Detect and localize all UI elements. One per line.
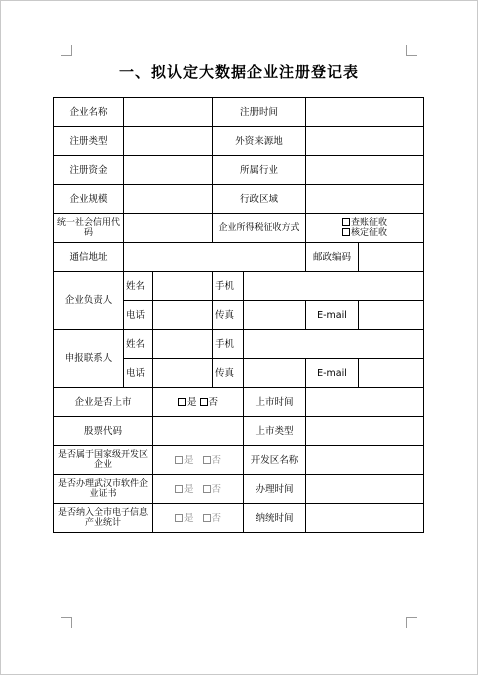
stats-options	[153, 504, 244, 533]
row-software-cert	[54, 475, 424, 504]
checkbox-icon[interactable]	[200, 398, 208, 406]
checkbox-icon[interactable]	[203, 514, 211, 522]
label-foreign-source: 外资来源地	[213, 127, 306, 156]
row-register-type	[54, 127, 424, 156]
label-dev-zone-name: 开发区名称	[244, 446, 306, 475]
listed-options	[153, 388, 244, 417]
dev-zone-options	[153, 446, 244, 475]
stats-option-no[interactable]: 否	[203, 513, 222, 524]
row-company-name	[54, 98, 424, 127]
row-stock-code	[54, 417, 424, 446]
field-legal-mobile[interactable]	[244, 272, 424, 301]
field-address[interactable]	[124, 243, 306, 272]
field-credit-code[interactable]	[124, 214, 213, 243]
field-foreign-source[interactable]	[306, 127, 424, 156]
label-name: 姓名	[124, 330, 153, 359]
label-register-time: 注册时间	[213, 98, 306, 127]
label-stock-code: 股票代码	[54, 417, 153, 446]
field-listed-time[interactable]	[306, 388, 424, 417]
label-software-cert: 是否办理武汉市软件企业证书	[54, 475, 153, 504]
field-legal-email[interactable]	[359, 301, 424, 330]
tax-method-options	[306, 214, 424, 243]
software-cert-options	[153, 475, 244, 504]
checkbox-icon[interactable]	[342, 218, 350, 226]
field-admin-region[interactable]	[306, 185, 424, 214]
label-legal-person: 企业负责人	[54, 272, 124, 330]
row-listed	[54, 388, 424, 417]
row-stats	[54, 504, 424, 533]
row-register-capital	[54, 156, 424, 185]
field-register-time[interactable]	[306, 98, 424, 127]
field-reporter-fax[interactable]	[244, 359, 306, 388]
row-credit-code	[54, 214, 424, 243]
field-industry[interactable]	[306, 156, 424, 185]
field-legal-phone[interactable]	[153, 301, 213, 330]
row-company-scale	[54, 185, 424, 214]
label-mobile: 手机	[213, 330, 244, 359]
tax-option-assessed[interactable]: 核定征收	[308, 228, 421, 238]
crop-mark-bottom-right	[406, 617, 417, 628]
field-reporter-email[interactable]	[359, 359, 424, 388]
listed-option-no[interactable]: 否	[200, 397, 219, 408]
checkbox-icon[interactable]	[203, 456, 211, 464]
label-email: E-mail	[306, 301, 359, 330]
label-stats: 是否纳入全市电子信息产业统计	[54, 504, 153, 533]
label-company-scale: 企业规模	[54, 185, 124, 214]
dev-zone-option-no[interactable]: 否	[203, 455, 222, 466]
checkbox-icon[interactable]	[178, 398, 186, 406]
label-company-name: 企业名称	[54, 98, 124, 127]
checkbox-icon[interactable]	[342, 228, 350, 236]
label-tax-method: 企业所得税征收方式	[213, 214, 306, 243]
page-title: 一、拟认定大数据企业注册登记表	[118, 63, 359, 81]
field-register-type[interactable]	[124, 127, 213, 156]
dev-zone-option-yes[interactable]: 是	[175, 455, 194, 466]
listed-option-yes[interactable]: 是	[178, 397, 197, 408]
checkbox-icon[interactable]	[175, 514, 183, 522]
software-cert-option-yes[interactable]: 是	[175, 484, 194, 495]
row-dev-zone	[54, 446, 424, 475]
label-postcode: 邮政编码	[306, 243, 359, 272]
label-mobile: 手机	[213, 272, 244, 301]
field-listed-type[interactable]	[306, 417, 424, 446]
stats-option-yes[interactable]: 是	[175, 513, 194, 524]
row-legal-person-1	[54, 272, 424, 301]
label-fax: 传真	[213, 359, 244, 388]
label-dev-zone: 是否属于国家级开发区企业	[54, 446, 153, 475]
label-register-capital: 注册资金	[54, 156, 124, 185]
label-stats-time: 纳统时间	[244, 504, 306, 533]
field-reporter-phone[interactable]	[153, 359, 213, 388]
row-reporter-1	[54, 330, 424, 359]
field-cert-time[interactable]	[306, 475, 424, 504]
label-listed-time: 上市时间	[244, 388, 306, 417]
field-company-scale[interactable]	[124, 185, 213, 214]
field-stats-time[interactable]	[306, 504, 424, 533]
checkbox-icon[interactable]	[175, 485, 183, 493]
field-dev-zone-name[interactable]	[306, 446, 424, 475]
field-reporter-mobile[interactable]	[244, 330, 424, 359]
field-register-capital[interactable]	[124, 156, 213, 185]
label-register-type: 注册类型	[54, 127, 124, 156]
crop-mark-bottom-left	[61, 617, 72, 628]
checkbox-icon[interactable]	[203, 485, 211, 493]
registration-form-table	[53, 97, 424, 533]
checkbox-icon[interactable]	[175, 456, 183, 464]
label-listed-type: 上市类型	[244, 417, 306, 446]
label-fax: 传真	[213, 301, 244, 330]
field-legal-name[interactable]	[153, 272, 213, 301]
label-name: 姓名	[124, 272, 153, 301]
label-cert-time: 办理时间	[244, 475, 306, 504]
label-phone: 电话	[124, 359, 153, 388]
label-address: 通信地址	[54, 243, 124, 272]
field-reporter-name[interactable]	[153, 330, 213, 359]
label-email: E-mail	[306, 359, 359, 388]
label-reporter: 申报联系人	[54, 330, 124, 388]
crop-mark-top-right	[406, 45, 417, 56]
label-credit-code: 统一社会信用代码	[54, 214, 124, 243]
field-legal-fax[interactable]	[244, 301, 306, 330]
field-postcode[interactable]	[359, 243, 424, 272]
field-company-name[interactable]	[124, 98, 213, 127]
field-stock-code[interactable]	[153, 417, 244, 446]
label-listed: 企业是否上市	[54, 388, 153, 417]
label-admin-region: 行政区域	[213, 185, 306, 214]
crop-mark-top-left	[61, 45, 72, 56]
software-cert-option-no[interactable]: 否	[203, 484, 222, 495]
label-industry: 所属行业	[213, 156, 306, 185]
row-address	[54, 243, 424, 272]
label-phone: 电话	[124, 301, 153, 330]
tax-option-audit[interactable]: 查账征收	[308, 218, 421, 228]
